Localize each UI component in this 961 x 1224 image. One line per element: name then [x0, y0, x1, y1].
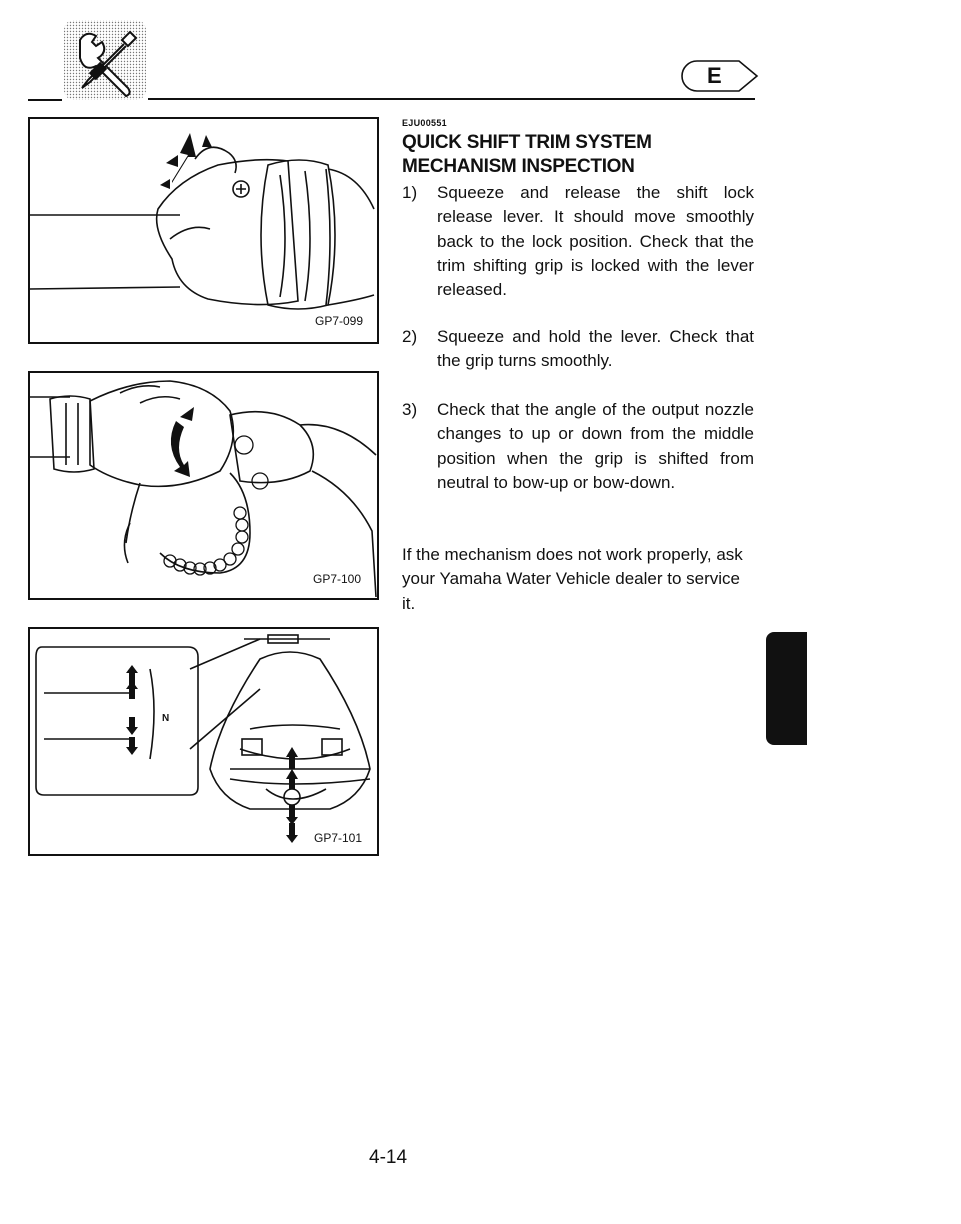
figure-hand-grip — [28, 371, 379, 600]
language-badge — [679, 59, 759, 93]
step-2 — [402, 325, 754, 374]
step-number: 1) — [402, 183, 418, 202]
craft-illustration — [30, 629, 377, 854]
step-number: 3) — [402, 400, 418, 419]
chapter-tab-marker — [766, 632, 807, 745]
step-text: Squeeze and hold the lever. Check that the grip turns smoothly. — [437, 327, 754, 371]
closing-paragraph: If the mechanism does not work properly, ask your Yamaha Water Vehicle dealer to service it. — [402, 545, 743, 613]
section-title-line2: MECHANISM INSPECTION — [402, 156, 635, 177]
grip-illustration — [30, 119, 377, 342]
figure-craft-nozzle — [28, 627, 379, 856]
figure-label: GP7-101 — [314, 831, 363, 845]
neutral-mark: N — [162, 713, 170, 724]
figure-label: GP7-100 — [313, 572, 362, 586]
figure-grip-lever — [28, 117, 379, 344]
language-badge-letter: E — [707, 63, 722, 88]
hand-illustration — [30, 373, 377, 598]
section-tools-icon — [60, 18, 150, 102]
step-text: Check that the angle of the output nozzle changes to up or down from the middle position when the grip is shifted from neutral to bow-up or bow-down. — [437, 400, 754, 492]
reference-code: EJU00551 — [402, 118, 447, 128]
header-rule-left — [28, 99, 62, 101]
step-1 — [402, 181, 754, 302]
section-title-line1: QUICK SHIFT TRIM SYSTEM — [402, 132, 652, 153]
page-number: 4-14 — [369, 1147, 408, 1168]
figure-label: GP7-099 — [315, 314, 364, 328]
step-text: Squeeze and release the shift lock release lever. It should move smoothly back to the lock position. Check that the trim shifting grip is locked with the lever released. — [437, 183, 754, 300]
header-rule-right — [148, 98, 755, 100]
step-number: 2) — [402, 327, 418, 346]
step-3 — [402, 398, 754, 495]
